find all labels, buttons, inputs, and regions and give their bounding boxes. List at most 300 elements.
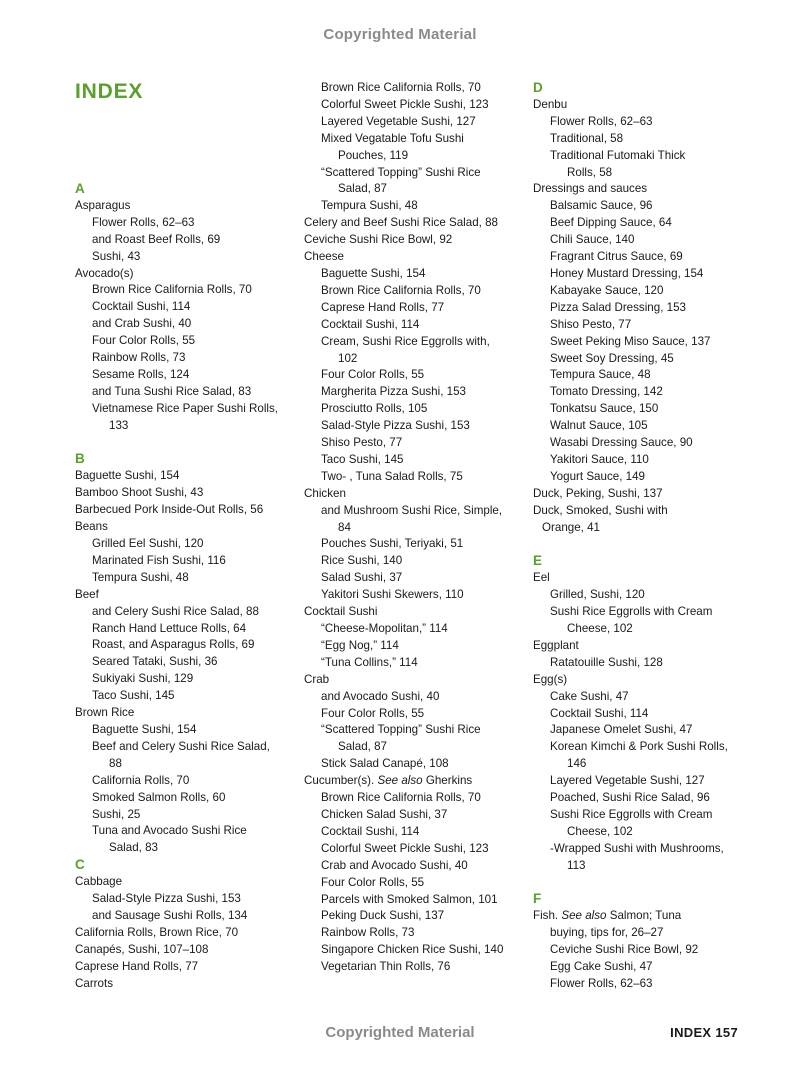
entry-term: Four Color Rolls, 55 — [321, 368, 425, 382]
index-subentry — [533, 655, 753, 672]
index-subentry — [304, 131, 524, 165]
index-subentry — [75, 722, 295, 739]
entry-term: -Wrapped Sushi with Mushrooms, — [550, 841, 724, 855]
index-entry — [75, 266, 295, 283]
entry-text — [92, 249, 295, 266]
index-subentry — [533, 300, 753, 317]
entry-term: and Sausage Sushi Rolls, 134 — [92, 908, 248, 922]
entry-text — [321, 418, 524, 435]
entry-term: Poached, Sushi Rice Salad, 96 — [550, 791, 710, 805]
entry-term: Asparagus — [75, 198, 131, 212]
copyright-header: Copyrighted Material — [323, 26, 477, 43]
entry-text — [75, 519, 295, 536]
index-entry — [75, 976, 295, 993]
entry-term: Brown Rice California Rolls, 70 — [92, 283, 252, 297]
index-subentry — [533, 384, 753, 401]
entry-term: Brown Rice California Rolls, 70 — [321, 81, 481, 94]
entry-text — [92, 333, 295, 350]
index-subentry — [75, 688, 295, 705]
entry-text — [92, 384, 295, 401]
entry-text — [550, 300, 753, 317]
see-also-target: Gherkins — [425, 774, 473, 788]
section-letter: A — [75, 181, 85, 196]
index-entry — [75, 485, 295, 502]
index-subentry — [533, 435, 753, 452]
index-entry — [75, 519, 295, 536]
entry-text — [321, 959, 524, 976]
entry-term: Taco Sushi, 145 — [92, 689, 175, 703]
index-subentry — [75, 384, 295, 401]
entry-text — [550, 131, 753, 148]
entry-text — [75, 485, 295, 502]
index-subentry — [75, 553, 295, 570]
entry-text — [92, 637, 295, 654]
index-subentry — [304, 536, 524, 553]
entry-term: Smoked Salmon Rolls, 60 — [92, 790, 226, 804]
entry-term: Taco Sushi, 145 — [321, 452, 404, 466]
entry-term: Beef — [75, 587, 99, 601]
index-subentry — [75, 367, 295, 384]
entry-term: and Avocado Sushi, 40 — [321, 689, 440, 703]
entry-text — [92, 232, 295, 249]
entry-text — [550, 418, 753, 435]
entry-text — [321, 80, 524, 97]
index-entry — [75, 587, 295, 604]
entry-term: Caprese Hand Rolls, 77 — [75, 959, 199, 973]
entry-term: Chicken — [304, 486, 346, 500]
index-subentry — [304, 655, 524, 672]
entry-text — [321, 97, 524, 114]
index-subentry — [304, 570, 524, 587]
index-subentry — [533, 317, 753, 334]
entry-text — [321, 570, 524, 587]
entry-text — [550, 283, 753, 300]
entry-term: Margherita Pizza Sushi, 153 — [321, 385, 466, 399]
index-column-2 — [304, 80, 524, 976]
section-label: INDEX — [670, 1025, 712, 1040]
index-subentry — [304, 80, 524, 97]
entry-term: Bamboo Shoot Sushi, 43 — [75, 486, 204, 500]
entry-text — [75, 198, 295, 215]
entry-term: “Egg Nog,” 114 — [321, 638, 399, 652]
entry-text — [321, 858, 524, 875]
entry-continuation: Orange, 41 — [542, 520, 601, 534]
entry-text — [304, 672, 524, 689]
entry-term: Mixed Vegatable Tofu Sushi — [321, 131, 464, 145]
entry-continuation: 102 — [338, 351, 358, 365]
entry-term: Parcels with Smoked Salmon, 101 — [321, 892, 498, 906]
section-letter: B — [75, 451, 85, 467]
index-entry — [533, 486, 753, 503]
entry-text — [321, 469, 524, 486]
entry-term: Barbecued Pork Inside-Out Rolls, 56 — [75, 503, 264, 517]
entry-text — [92, 654, 295, 671]
entry-text — [92, 367, 295, 384]
entry-text — [533, 672, 753, 689]
entry-term: Rice Sushi, 140 — [321, 554, 403, 568]
entry-term: Sukiyaki Sushi, 129 — [92, 672, 194, 686]
entry-text — [321, 266, 524, 283]
entry-text — [321, 942, 524, 959]
index-subentry — [533, 790, 753, 807]
index-subentry — [304, 114, 524, 131]
entry-term: Eggplant — [533, 638, 579, 652]
index-subentry — [75, 282, 295, 299]
index-entry — [75, 468, 295, 485]
index-subentry — [533, 689, 753, 706]
entry-text — [75, 976, 295, 993]
index-subentry — [304, 959, 524, 976]
entry-term: Crab and Avocado Sushi, 40 — [321, 858, 468, 872]
entry-text — [550, 942, 753, 959]
index-subentry — [75, 604, 295, 621]
index-subentry — [304, 165, 524, 199]
entry-term: Dressings and sauces — [533, 182, 648, 196]
index-entry — [75, 942, 295, 959]
entry-term: Brown Rice California Rolls, 70 — [321, 283, 481, 297]
section-letter: E — [533, 553, 543, 569]
entry-text — [550, 452, 753, 469]
copyright-footer: Copyrighted Material — [325, 1024, 475, 1041]
entry-text — [304, 232, 524, 249]
index-subentry — [304, 824, 524, 841]
entry-term: Ceviche Sushi Rice Bowl, 92 — [550, 943, 699, 957]
entry-text — [550, 722, 753, 739]
entry-term: Cream, Sushi Rice Eggrolls with, — [321, 334, 490, 348]
index-subentry — [533, 401, 753, 418]
entry-text — [550, 790, 753, 807]
entry-term: and Mushroom Sushi Rice, Simple, — [321, 503, 503, 517]
index-subentry — [533, 706, 753, 723]
index-subentry — [75, 790, 295, 807]
index-entry — [533, 181, 753, 198]
entry-term: Seared Tataki, Sushi, 36 — [92, 655, 218, 669]
entry-text — [550, 114, 753, 131]
entry-text — [321, 553, 524, 570]
entry-text — [92, 604, 295, 621]
entry-text — [550, 384, 753, 401]
entry-term: Flower Rolls, 62–63 — [92, 215, 195, 229]
page-footer-label — [670, 1025, 738, 1040]
index-subentry — [533, 976, 753, 993]
index-subentry — [533, 942, 753, 959]
entry-term: Rainbow Rolls, 73 — [92, 351, 186, 365]
index-subentry — [304, 97, 524, 114]
entry-text — [550, 367, 753, 384]
entry-text — [321, 875, 524, 892]
index-entry — [533, 570, 753, 587]
index-entry — [533, 638, 753, 655]
entry-term: Two- , Tuna Salad Rolls, 75 — [321, 469, 463, 483]
entry-term: Grilled Eel Sushi, 120 — [92, 537, 204, 551]
entry-text — [92, 350, 295, 367]
page-number: 157 — [715, 1025, 738, 1040]
entry-text — [321, 384, 524, 401]
index-subentry — [533, 114, 753, 131]
entry-term: Fish. — [533, 909, 559, 923]
entry-text — [321, 317, 524, 334]
entry-text — [321, 114, 524, 131]
entry-term: Korean Kimchi & Pork Sushi Rolls, — [550, 740, 728, 754]
entry-term: Cocktail Sushi, 114 — [321, 317, 420, 331]
entry-text — [304, 486, 524, 503]
entry-term: Balsamic Sauce, 96 — [550, 199, 653, 213]
index-subentry — [533, 587, 753, 604]
index-subentry — [533, 351, 753, 368]
index-subentry — [304, 807, 524, 824]
entry-text — [75, 874, 295, 891]
index-subentry — [75, 908, 295, 925]
entry-term: Carrots — [75, 976, 114, 990]
entry-term: Wasabi Dressing Sauce, 90 — [550, 436, 693, 450]
index-subentry — [304, 875, 524, 892]
entry-text — [550, 925, 753, 942]
entry-term: buying, tips for, 26–27 — [550, 926, 664, 940]
entry-text — [321, 925, 524, 942]
entry-term: Stick Salad Canapé, 108 — [321, 757, 449, 771]
index-entry — [533, 672, 753, 689]
entry-text — [92, 553, 295, 570]
entry-text — [75, 959, 295, 976]
entry-text — [321, 165, 524, 182]
index-entry — [533, 97, 753, 114]
entry-text — [550, 773, 753, 790]
entry-term: Roast, and Asparagus Rolls, 69 — [92, 638, 255, 652]
entry-text — [92, 282, 295, 299]
index-subentry — [304, 418, 524, 435]
entry-text — [92, 299, 295, 316]
index-column-3 — [533, 80, 753, 993]
index-subentry — [75, 333, 295, 350]
section-letter: D — [533, 80, 543, 95]
index-entry — [304, 249, 524, 266]
entry-text — [550, 587, 753, 604]
entry-term: Cocktail Sushi, 114 — [92, 300, 191, 314]
index-subentry — [75, 401, 295, 435]
entry-text — [92, 536, 295, 553]
entry-text — [321, 300, 524, 317]
entry-text — [92, 621, 295, 638]
entry-term: Vietnamese Rice Paper Sushi Rolls, — [92, 401, 279, 415]
entry-text — [321, 131, 524, 148]
entry-term: Sushi, 43 — [92, 249, 141, 263]
entry-continuation: 113 — [567, 858, 586, 872]
entry-term: Brown Rice California Rolls, 70 — [321, 791, 481, 805]
section-letter: C — [75, 857, 85, 873]
entry-text — [550, 266, 753, 283]
index-subentry — [75, 637, 295, 654]
index-subentry — [75, 232, 295, 249]
entry-term: Four Color Rolls, 55 — [321, 706, 425, 720]
entry-term: Four Color Rolls, 55 — [92, 334, 196, 348]
index-subentry — [533, 739, 753, 773]
entry-term: Grilled, Sushi, 120 — [550, 588, 645, 602]
index-entry — [75, 705, 295, 722]
index-subentry — [75, 215, 295, 232]
entry-text — [75, 705, 295, 722]
entry-text — [321, 587, 524, 604]
index-entry — [75, 198, 295, 215]
index-subentry — [533, 959, 753, 976]
index-subentry — [75, 536, 295, 553]
index-subentry — [533, 604, 753, 638]
entry-term: Yakitori Sushi Skewers, 110 — [321, 588, 464, 602]
entry-term: Yakitori Sauce, 110 — [550, 452, 649, 466]
entry-continuation: Rolls, 58 — [567, 165, 613, 179]
index-subentry — [304, 621, 524, 638]
entry-continuation: Cheese, 102 — [567, 824, 633, 838]
entry-continuation: 146 — [567, 757, 587, 771]
entry-text — [321, 706, 524, 723]
entry-continuation: Salad, 87 — [338, 740, 387, 754]
entry-term: Colorful Sweet Pickle Sushi, 123 — [321, 841, 489, 855]
index-subentry — [304, 300, 524, 317]
entry-term: Cucumber(s). — [304, 774, 375, 788]
index-entry — [75, 874, 295, 891]
entry-term: Brown Rice — [75, 706, 135, 720]
entry-text — [75, 502, 295, 519]
entry-continuation: Cheese, 102 — [567, 621, 633, 635]
index-subentry — [75, 249, 295, 266]
entry-text — [550, 351, 753, 368]
entry-text — [304, 773, 524, 790]
entry-text — [321, 621, 524, 638]
index-subentry — [304, 317, 524, 334]
entry-term: Salad-Style Pizza Sushi, 153 — [92, 892, 241, 906]
entry-term: Rainbow Rolls, 73 — [321, 926, 415, 940]
index-entry — [304, 672, 524, 689]
index-subentry — [304, 790, 524, 807]
entry-text — [92, 908, 295, 925]
entry-term: “Scattered Topping” Sushi Rice — [321, 723, 481, 737]
entry-term: Salad-Style Pizza Sushi, 153 — [321, 419, 470, 433]
index-subentry — [533, 367, 753, 384]
entry-term: Cocktail Sushi, 114 — [321, 824, 420, 838]
entry-term: Caprese Hand Rolls, 77 — [321, 300, 445, 314]
index-subentry — [533, 334, 753, 351]
entry-text — [321, 756, 524, 773]
entry-text — [321, 807, 524, 824]
index-subentry — [304, 435, 524, 452]
index-entry — [533, 503, 753, 537]
entry-text — [533, 570, 753, 587]
entry-text — [92, 790, 295, 807]
index-subentry — [533, 452, 753, 469]
entry-term: Vegetarian Thin Rolls, 76 — [321, 960, 451, 974]
entry-text — [550, 435, 753, 452]
entry-term: Chicken Salad Sushi, 37 — [321, 807, 448, 821]
entry-term: Prosciutto Rolls, 105 — [321, 402, 428, 416]
entry-text — [92, 215, 295, 232]
entry-text — [550, 655, 753, 672]
entry-term: Tonkatsu Sauce, 150 — [550, 402, 659, 416]
entry-term: Ranch Hand Lettuce Rolls, 64 — [92, 621, 247, 635]
entry-text — [550, 706, 753, 723]
entry-term: Eel — [533, 571, 550, 585]
index-entry — [304, 486, 524, 503]
index-subentry — [304, 553, 524, 570]
index-entry — [75, 925, 295, 942]
entry-term: Sushi, 25 — [92, 807, 141, 821]
entry-text — [75, 587, 295, 604]
entry-text — [321, 908, 524, 925]
index-subentry — [75, 891, 295, 908]
see-also-text: See also — [377, 774, 423, 788]
entry-term: Tomato Dressing, 142 — [550, 385, 663, 399]
entry-term: Salad Sushi, 37 — [321, 571, 403, 585]
entry-term: Chili Sauce, 140 — [550, 233, 635, 247]
entry-term: Cabbage — [75, 875, 123, 889]
index-subentry — [75, 621, 295, 638]
index-subentry — [304, 892, 524, 909]
see-also-text: See also — [561, 909, 607, 923]
entry-text — [321, 435, 524, 452]
entry-term: Duck, Smoked, Sushi with — [533, 503, 668, 517]
index-subentry — [304, 198, 524, 215]
entry-term: Cocktail Sushi — [304, 605, 378, 619]
entry-text — [533, 908, 753, 925]
entry-term: Tuna and Avocado Sushi Rice — [92, 824, 247, 838]
entry-text — [321, 401, 524, 418]
entry-text — [533, 181, 753, 198]
index-subentry — [533, 215, 753, 232]
index-subentry — [304, 283, 524, 300]
entry-text — [321, 892, 524, 909]
index-subentry — [304, 367, 524, 384]
entry-text — [550, 959, 753, 976]
index-subentry — [304, 925, 524, 942]
index-subentry — [304, 401, 524, 418]
entry-term: Ratatouille Sushi, 128 — [550, 655, 663, 669]
index-subentry — [304, 689, 524, 706]
entry-text — [75, 925, 295, 942]
entry-term: Tempura Sushi, 48 — [92, 570, 189, 584]
entry-term: Duck, Peking, Sushi, 137 — [533, 486, 663, 500]
index-subentry — [304, 756, 524, 773]
entry-text — [550, 334, 753, 351]
entry-continuation: Salad, 87 — [338, 182, 387, 196]
entry-text — [550, 807, 753, 824]
entry-text — [92, 823, 295, 840]
index-entry — [304, 215, 524, 232]
entry-text — [321, 198, 524, 215]
section-letter: F — [533, 891, 542, 907]
entry-continuation: Salad, 83 — [109, 841, 158, 855]
index-subentry — [304, 334, 524, 368]
index-subentry — [304, 452, 524, 469]
entry-term: Cheese — [304, 250, 344, 264]
entry-term: Pizza Salad Dressing, 153 — [550, 300, 686, 314]
index-subentry — [75, 316, 295, 333]
index-subentry — [304, 266, 524, 283]
index-column-1 — [75, 181, 295, 992]
index-subentry — [75, 739, 295, 773]
entry-continuation: Pouches, 119 — [338, 148, 409, 162]
entry-term: Avocado(s) — [75, 266, 134, 280]
index-subentry — [75, 350, 295, 367]
entry-term: California Rolls, 70 — [92, 773, 190, 787]
entry-text — [550, 739, 753, 756]
entry-text — [321, 536, 524, 553]
entry-continuation: 133 — [109, 418, 129, 432]
index-entry — [304, 232, 524, 249]
index-subentry — [533, 722, 753, 739]
entry-text — [550, 604, 753, 621]
entry-term: Tempura Sushi, 48 — [321, 199, 418, 213]
entry-term: Egg Cake Sushi, 47 — [550, 960, 653, 974]
see-also-target: Salmon; Tuna — [609, 909, 682, 923]
entry-text — [304, 215, 524, 232]
